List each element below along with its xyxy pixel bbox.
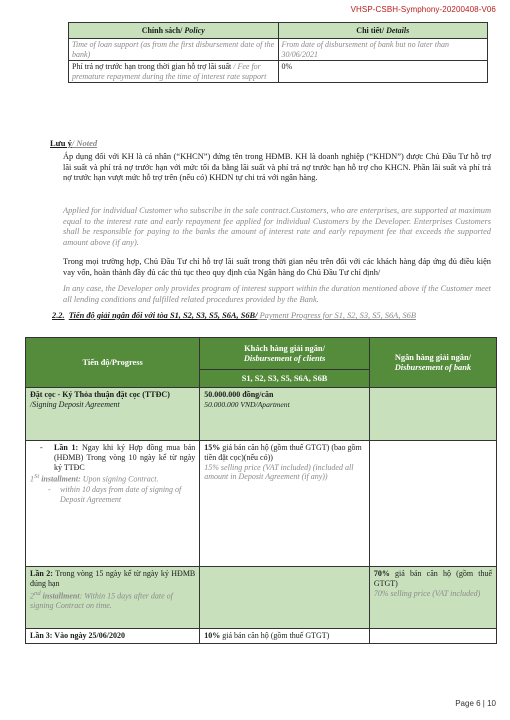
installment-3-client-cell: 10% giá bán căn hộ (gồm thuế GTGT) bbox=[200, 629, 370, 644]
clients-column-header: Khách hàng giải ngân/ Disbursement of clients bbox=[200, 338, 370, 370]
installment-1-en-sub: - within 10 days from date of signing of Deposit Agreement bbox=[48, 484, 182, 504]
installment-3-cell: Lần 3: Vào ngày 25/06/2020 bbox=[26, 629, 200, 644]
installment-1-client-cell: 15% giá bán căn hộ (gồm thuế GTGT) (bao gồm tiền đặt cọc)(nếu có)) 15% selling price (VAT included) (included all amount in Deposit Agreement (if any)) bbox=[200, 441, 370, 567]
table-row bbox=[69, 39, 488, 61]
deposit-cell: Đặt cọc - Ký Thỏa thuận đặt cọc (TTĐC) /Signing Deposit Agreement bbox=[26, 388, 200, 441]
installment-1-bank-cell bbox=[369, 441, 496, 567]
deposit-bank-cell bbox=[369, 388, 496, 441]
note-paragraph-vi: Áp dụng đối với KH là cá nhân (“KHCN”) đứng tên trong HĐMB. KH là doanh nghiệp (“KHDN”) được Chủ Đầu Tư hỗ trợ lãi suất và phí trả nợ trước hạn với mức tối đa bằng lãi suất và phí trả nợ trước hạn hỗ trợ cho KHCN. Phần lãi suất và phí trả nợ trước hạn vượt mức hỗ trợ trên (nếu có) KHDN tự chi trả với ngân hàng. bbox=[63, 152, 491, 182]
buildings-header: S1, S2, S3, S5, S6A, S6B bbox=[200, 370, 370, 388]
table-row bbox=[69, 61, 488, 83]
condition-paragraph-vi: Trong mọi trường hợp, Chủ Đầu Tư chỉ hỗ trợ lãi suất trong thời gian nêu trên đối với các khách hàng đáp ứng đủ điều kiện vay vốn, hoàn thành đầy đủ các thủ tục theo quy định của Ngân hàng do Chủ Đầu Tư chỉ định/ bbox=[63, 257, 491, 277]
bank-column-header: Ngân hàng giải ngân/ Disbursement of bank bbox=[369, 338, 496, 388]
policy-table bbox=[68, 22, 488, 83]
payment-progress-table bbox=[25, 337, 497, 644]
table-row bbox=[26, 567, 497, 629]
table-row bbox=[26, 629, 497, 644]
details-column-header: Chi tiết/ Details bbox=[278, 23, 488, 39]
page-number: Page 6 | 10 bbox=[455, 699, 496, 708]
noted-heading: Lưu ý/ Noted bbox=[50, 138, 98, 148]
note-paragraph-en: Applied for individual Customer who subscribe in the sale contract.Customers, who are enterprises, are supported at maximum equal to the interest rate and early repayment fee applied for individual Customers by the Developer. Enterprises Customers shall be responsible for paying to the banks the amount of interest rate and early repayment fee that exceeds the supported amount above (if any). bbox=[63, 206, 491, 247]
installment-2-cell: Lần 2: Trong vòng 15 ngày kể từ ngày ký HĐMB đúng hạn 2nd installment: Within 15 days after date of signing Contract on time. bbox=[26, 567, 200, 629]
detail-cell: 0% bbox=[278, 61, 488, 83]
installment-2-bank-cell: 70% giá bán căn hộ (gồm thuế GTGT) 70% selling price (VAT included) bbox=[369, 567, 496, 629]
detail-cell: From date of disbursement of bank but no later than 30/06/2021 bbox=[278, 39, 488, 61]
policy-cell: Time of loan support (as from the first disbursement date of the bank) bbox=[69, 39, 279, 61]
installment-1-cell bbox=[26, 441, 200, 567]
table-row bbox=[26, 441, 497, 567]
installment-3-bank-cell bbox=[369, 629, 496, 644]
installment-1-vi: - Lần 1: Ngay khi ký Hợp đồng mua bán (HĐMB) Trong vòng 10 ngày kể từ ngày ký TTĐC bbox=[40, 443, 196, 472]
condition-paragraph-en: In any case, the Developer only provides program of interest support within the duration mentioned above if the Customer meet all lending conditions and fulfilled related procedures provided by the Bank. bbox=[63, 284, 491, 304]
installment-2-client-cell bbox=[200, 567, 370, 629]
policy-column-header: Chính sách/ Policy bbox=[69, 23, 279, 39]
installment-1-en: 1St installment: Upon signing Contract. bbox=[30, 473, 159, 485]
progress-column-header: Tiến độ/Progress bbox=[26, 338, 200, 388]
document-code: VHSP-CSBH-Symphony-20200408-V06 bbox=[350, 5, 496, 14]
section-title: 2.2. Tiến độ giải ngân đối với tòa S1, S2, S3, S5, S6A, S6B/ Payment Progress for S1, S2, S3, S5, S6A, S6B bbox=[52, 311, 416, 320]
table-header-row bbox=[26, 338, 497, 370]
policy-table-header bbox=[69, 23, 488, 39]
deposit-amount-cell: 50.000.000 đồng/căn 50.000.000 VND/Apartment bbox=[200, 388, 370, 441]
table-row bbox=[26, 388, 497, 441]
policy-cell: Phí trả nợ trước hạn trong thời gian hỗ trợ lãi suất / Fee for premature repayment during the time of interest rate support bbox=[69, 61, 279, 83]
